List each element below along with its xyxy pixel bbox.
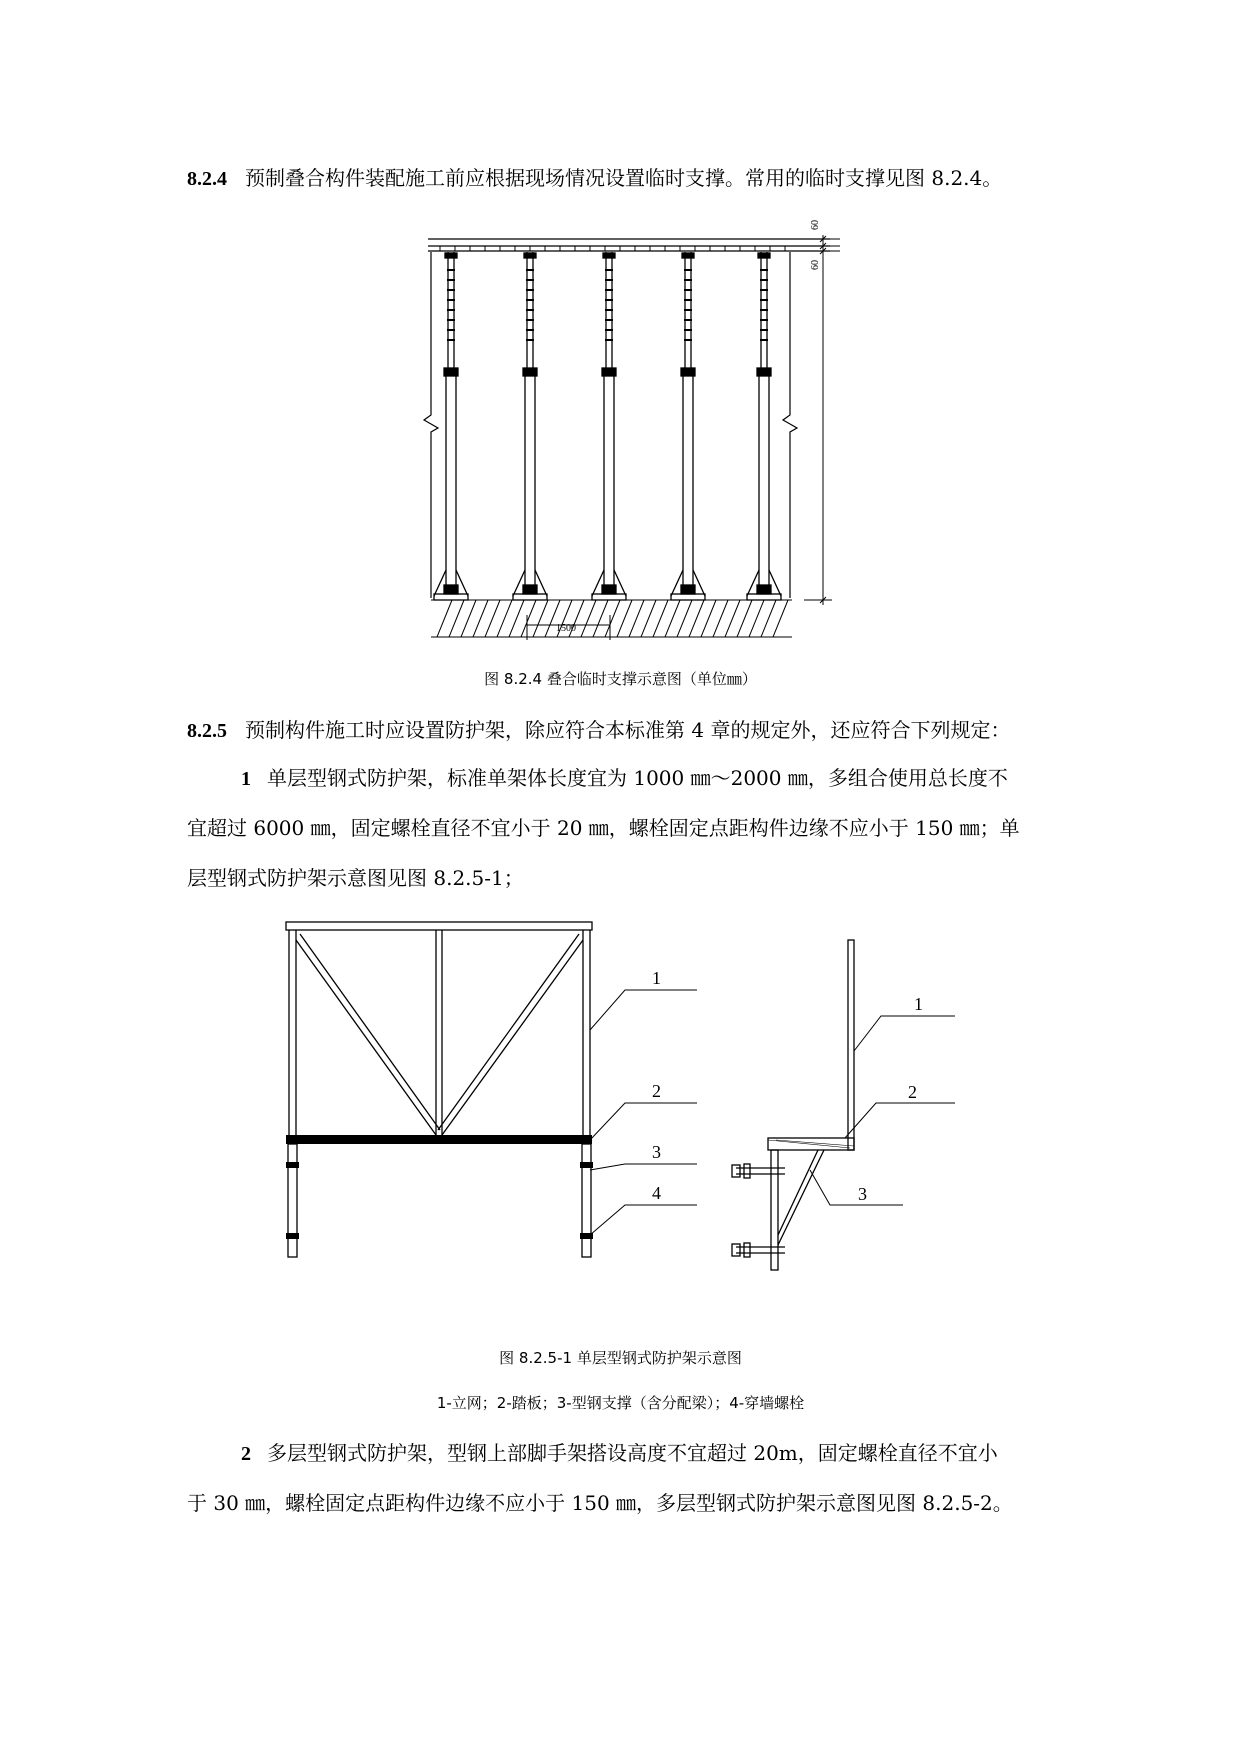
side-label-1: 1 xyxy=(914,994,923,1014)
clause-number: 8.2.4 xyxy=(187,168,227,190)
front-tread-plate xyxy=(286,1135,592,1144)
front-leader-lines xyxy=(590,990,697,1235)
side-frame xyxy=(768,940,854,1270)
item-1-line-3: 层型钢式防护架示意图见图 8.2.5-1； xyxy=(187,866,524,890)
item-2-text: 多层型钢式防护架，型钢上部脚手架搭设高度不宜超过 20m，固定螺栓直径不宜小 xyxy=(267,1441,998,1465)
front-legs xyxy=(288,1144,591,1257)
figure-8-2-5-1-legend: 1-立网；2-踏板；3-型钢支撑（含分配梁）；4-穿墙螺栓 xyxy=(436,1394,805,1412)
front-label-1: 1 xyxy=(652,968,661,988)
clause-text: 预制叠合构件装配施工前应根据现场情况设置临时支撑。常用的临时支撑见图 8.2.4。 xyxy=(245,166,1003,190)
side-leader-lines xyxy=(810,1016,955,1205)
clause-number: 8.2.5 xyxy=(187,720,227,742)
side-label-2: 2 xyxy=(908,1082,917,1102)
dim-top-label: 60 xyxy=(810,220,821,230)
clause-text: 预制构件施工时应设置防护架，除应符合本标准第 4 章的规定外，还应符合下列规定： xyxy=(245,718,1011,742)
dim-side-label: 60 xyxy=(810,260,821,270)
front-bolts xyxy=(286,1162,593,1239)
side-bolts xyxy=(732,1164,785,1257)
figure-8-2-4-caption: 图 8.2.4 叠合临时支撑示意图（单位㎜） xyxy=(484,670,757,688)
item-2-line-1 xyxy=(241,1437,998,1466)
item-2-line-2: 于 30 ㎜，螺栓固定点距构件边缘不应小于 150 ㎜，多层型钢式防护架示意图见图 8.2.5-2。 xyxy=(187,1491,1013,1515)
item-number: 1 xyxy=(241,768,251,790)
dim-spacing-label: 1500 xyxy=(556,623,576,634)
side-label-3: 3 xyxy=(858,1184,867,1204)
item-number: 2 xyxy=(241,1443,251,1465)
item-1-text: 单层型钢式防护架，标准单架体长度宜为 1000 ㎜～2000 ㎜，多组合使用总长度不 xyxy=(267,766,1008,790)
item-1-line-2: 宜超过 6000 ㎜，固定螺栓直径不宜小于 20 ㎜，螺栓固定点距构件边缘不应小于 150 ㎜；单 xyxy=(187,816,1020,840)
figure-8-2-5-1-caption: 图 8.2.5-1 单层型钢式防护架示意图 xyxy=(499,1349,742,1367)
front-label-3: 3 xyxy=(652,1142,661,1162)
front-label-2: 2 xyxy=(652,1081,661,1101)
front-label-4: 4 xyxy=(652,1183,661,1203)
front-frame xyxy=(286,922,592,1135)
